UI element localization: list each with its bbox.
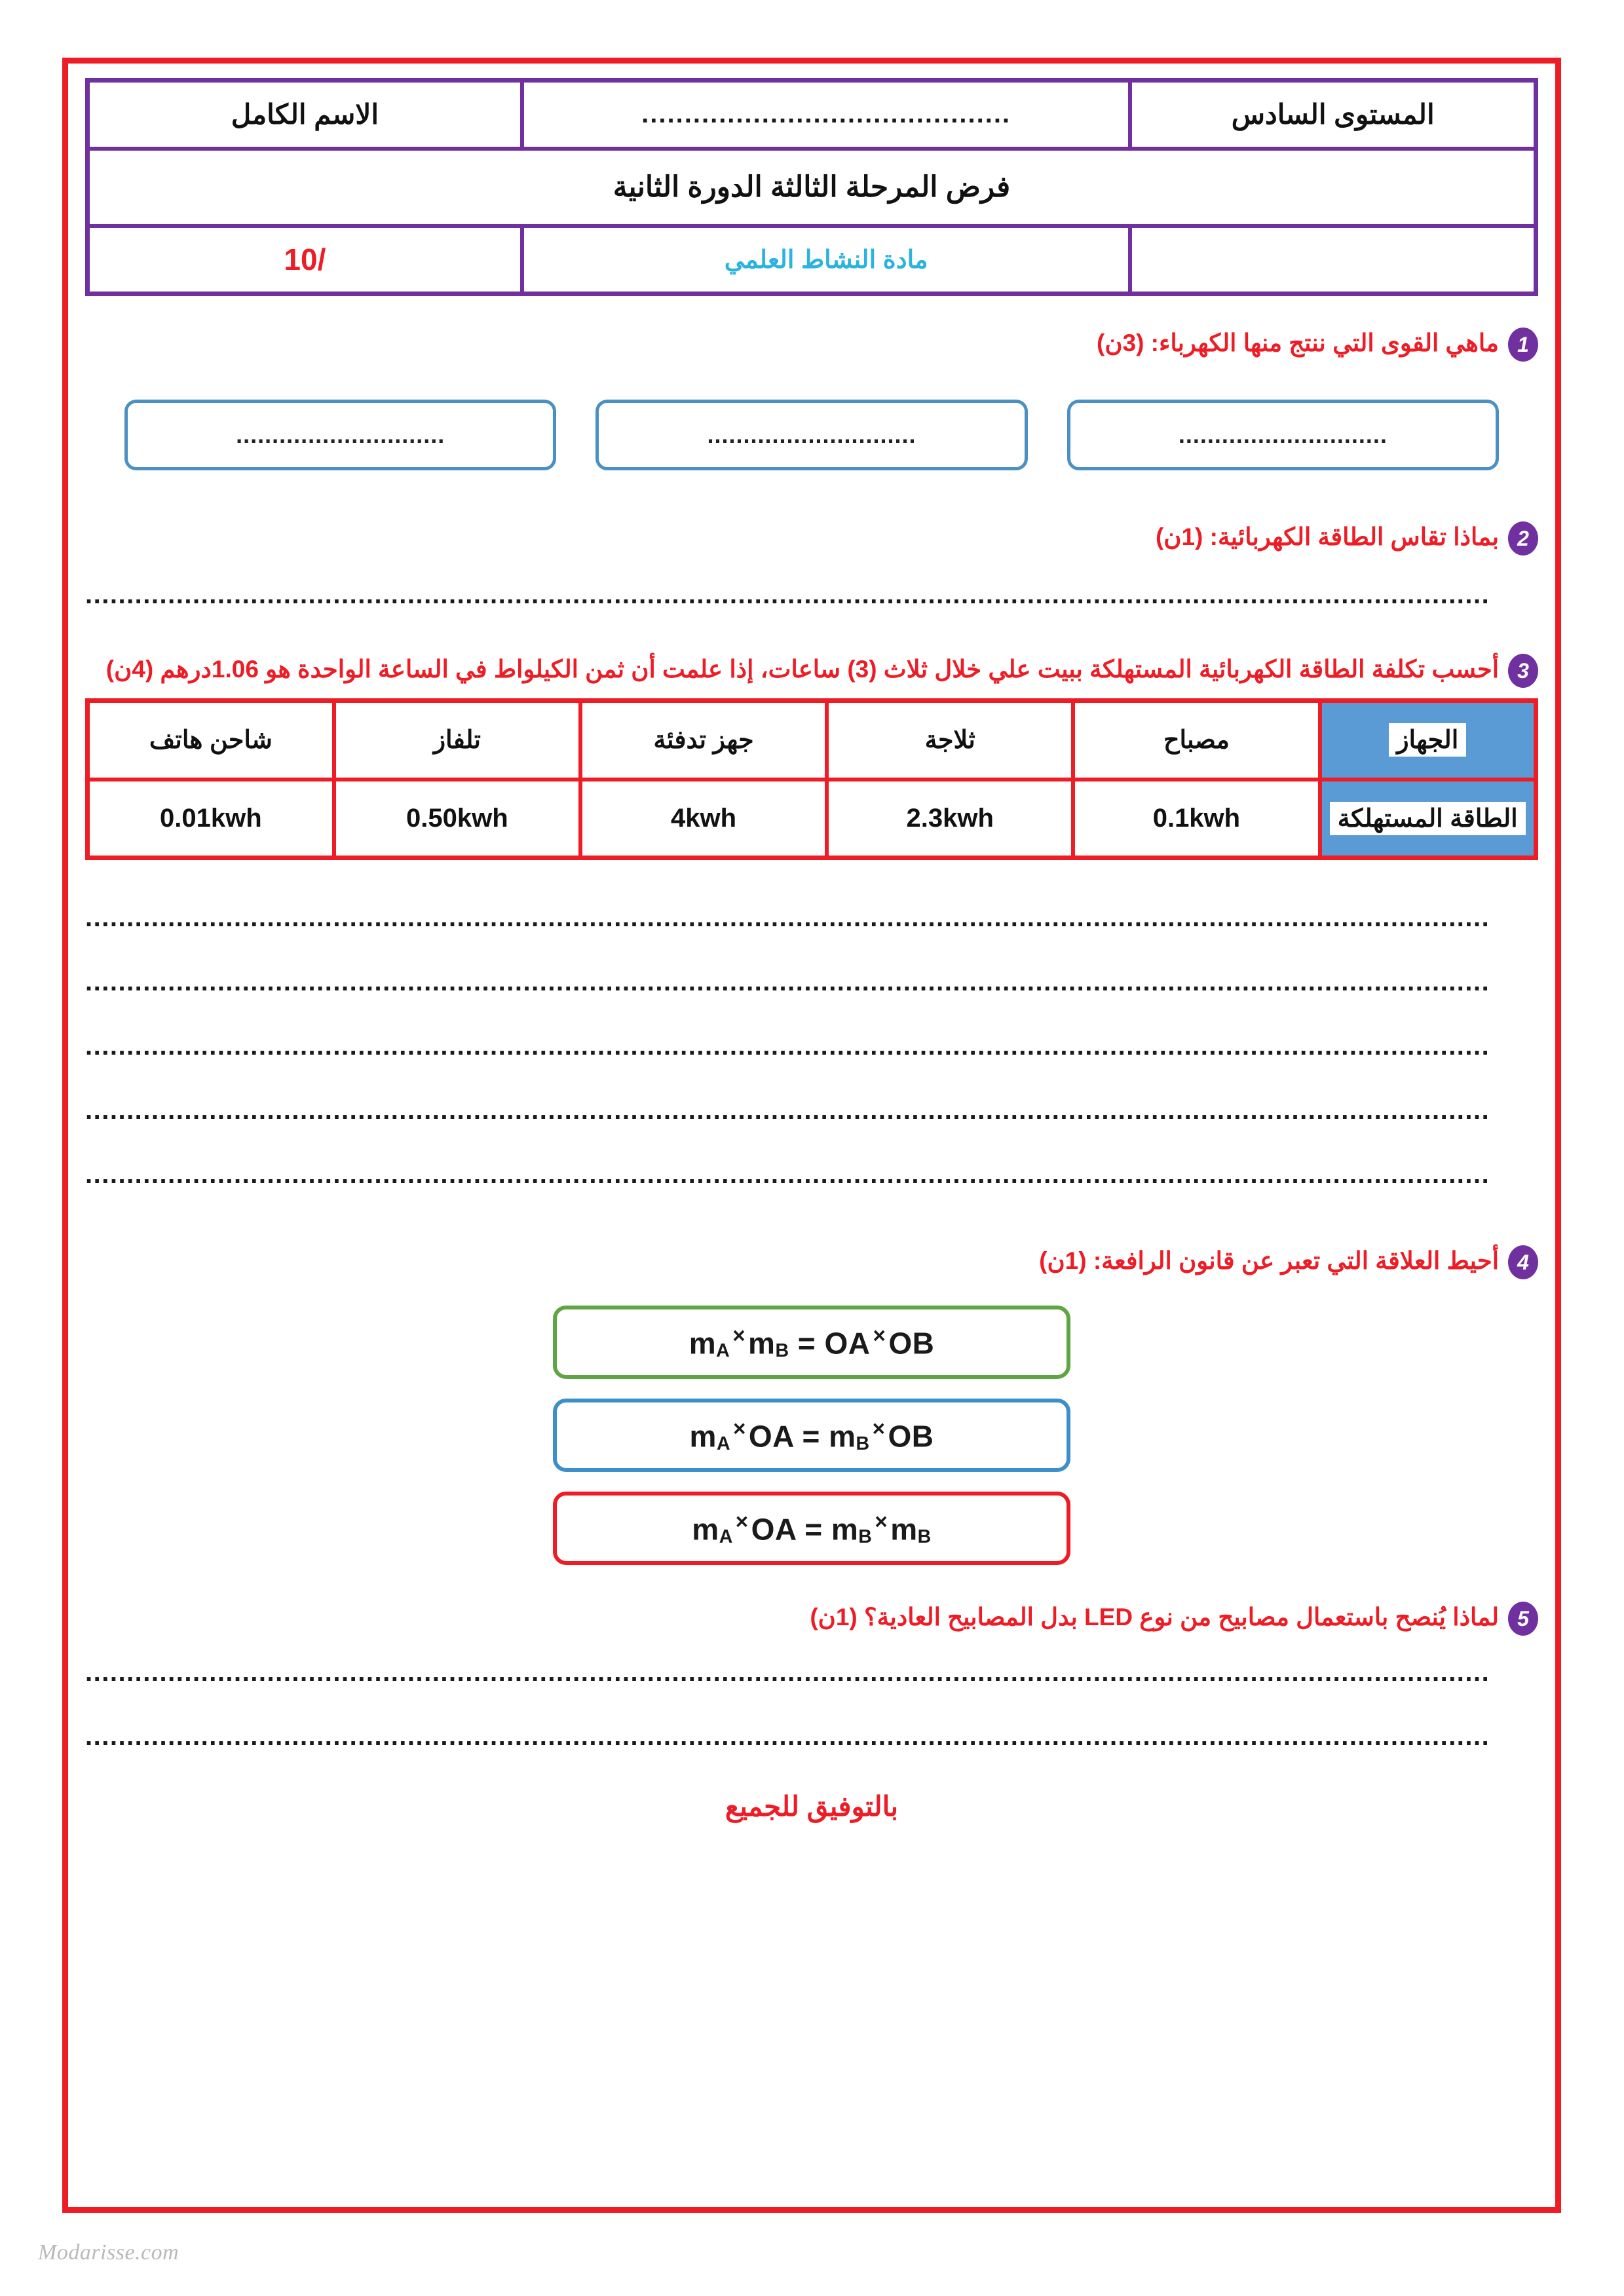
question-text-4: أحيط العلاقة التي تعبر عن قانون الرافعة: (1ن) — [1039, 1247, 1499, 1274]
answer-box-2-dots[interactable]: ............................. — [707, 421, 916, 448]
answer-line[interactable]: .......................................................................................................................................................................... — [85, 1097, 1490, 1123]
question-1-answer-boxes — [124, 400, 1499, 470]
table-row — [88, 780, 1536, 858]
name-input-dots[interactable]: ........................................... — [641, 100, 1011, 129]
energy-cell-2 — [827, 780, 1073, 858]
answer-line[interactable]: .......................................................................................................................................................................... — [85, 1723, 1490, 1750]
header-row-title — [88, 149, 1536, 226]
answer-box-3[interactable] — [124, 400, 556, 470]
answer-box-3-dots[interactable]: ............................. — [236, 421, 445, 448]
table-header-energy — [1320, 780, 1536, 858]
question-text-1: ماهي القوى التي ننتج منها الكهرباء: (3ن) — [1097, 329, 1499, 356]
appliance-energy-table — [85, 698, 1538, 860]
table-header-energy-label: الطاقة المستهلكة — [1330, 802, 1526, 835]
device-name-4: تلفاز — [433, 726, 481, 755]
device-cell-3 — [580, 701, 827, 780]
exam-title: فرض المرحلة الثالثة الدورة الثانية — [613, 171, 1011, 203]
student-header-table — [85, 78, 1538, 296]
answer-box-1-dots[interactable]: ............................. — [1178, 421, 1388, 448]
formula-option-2[interactable] — [553, 1399, 1070, 1472]
name-label-cell — [88, 81, 522, 149]
device-name-1: مصباح — [1163, 726, 1230, 755]
document-frame — [62, 58, 1561, 2213]
header-row-identity — [88, 81, 1536, 149]
level-cell — [1130, 81, 1536, 149]
question-5 — [85, 1599, 1538, 1636]
question-text-2: بماذا تقاس الطاقة الكهربائية: (1ن) — [1155, 523, 1499, 550]
question-text-3: أحسب تكلفة الطاقة الكهربائية المستهلكة ببيت علي خلال ثلاث (3) ساعات، إذا علمت أن ثمن الكيلواط في الساعة الواحدة هو 1.06درهم (4ن) — [105, 656, 1499, 683]
score-cell — [88, 226, 522, 294]
score-total: /10 — [284, 242, 326, 277]
document-content — [85, 78, 1538, 2192]
device-name-3: جهز تدفئة — [653, 726, 754, 755]
site-watermark: Modarisse.com — [38, 2240, 179, 2265]
table-row — [88, 701, 1536, 780]
answer-line[interactable]: .......................................................................................................................................................................... — [85, 969, 1490, 995]
device-cell-5 — [88, 701, 334, 780]
question-5-answer-area — [85, 1659, 1538, 1750]
subject-cell — [522, 226, 1131, 294]
energy-value-5: 0.01kwh — [160, 803, 262, 833]
question-2 — [85, 519, 1538, 555]
table-header-device-label: الجهاز — [1389, 723, 1466, 757]
level-value: المستوى السادس — [1231, 99, 1435, 130]
device-cell-4 — [334, 701, 580, 780]
energy-cell-1 — [1073, 780, 1319, 858]
energy-value-4: 0.50kwh — [406, 803, 508, 833]
lever-law-options — [85, 1306, 1538, 1565]
answer-line[interactable]: .......................................................................................................................................................................... — [85, 1033, 1490, 1059]
question-number-badge-1: 1 — [1508, 328, 1538, 362]
answer-box-1[interactable] — [1067, 400, 1499, 470]
question-text-5: لماذا يُنصح باستعمال مصابيح من نوع LED بدل المصابيح العادية؟ (1ن) — [810, 1604, 1499, 1630]
question-number-badge-5: 5 — [1508, 1602, 1538, 1636]
answer-box-2[interactable] — [595, 400, 1027, 470]
question-1 — [85, 325, 1538, 362]
device-name-5: شاحن هاتف — [149, 726, 273, 755]
device-cell-2 — [827, 701, 1073, 780]
energy-value-3: 4kwh — [671, 803, 737, 833]
question-number-badge-2: 2 — [1508, 521, 1538, 555]
name-input-cell[interactable] — [522, 81, 1131, 149]
question-3-answer-area — [85, 905, 1538, 1188]
answer-line[interactable]: .......................................................................................................................................................................... — [85, 905, 1490, 931]
formula-option-1[interactable] — [553, 1306, 1070, 1379]
header-row-subject — [88, 226, 1536, 294]
table-header-device — [1320, 701, 1536, 780]
energy-cell-4 — [334, 780, 580, 858]
question-4 — [85, 1243, 1538, 1279]
question-2-answer-area — [85, 582, 1538, 608]
question-number-badge-4: 4 — [1508, 1245, 1538, 1279]
name-label: الاسم الكامل — [231, 99, 379, 130]
answer-line[interactable]: .......................................................................................................................................................................... — [85, 582, 1490, 608]
energy-cell-5 — [88, 780, 334, 858]
answer-line[interactable]: .......................................................................................................................................................................... — [85, 1161, 1490, 1188]
question-3 — [85, 651, 1538, 688]
energy-cell-3 — [580, 780, 827, 858]
exam-title-cell — [88, 149, 1536, 226]
formula-option-3[interactable] — [553, 1492, 1070, 1565]
device-name-2: ثلاجة — [924, 726, 975, 755]
device-cell-1 — [1073, 701, 1319, 780]
question-number-badge-3: 3 — [1508, 654, 1538, 688]
subject-label: مادة النشاط العلمي — [724, 246, 928, 274]
energy-value-2: 2.3kwh — [906, 803, 994, 833]
formula-option-2-text: $m_A^\times OA = m_B^\times OB$ — [689, 1416, 934, 1455]
energy-value-1: 0.1kwh — [1152, 803, 1241, 833]
formula-option-1-text: $m_A^\times m_B$ = OA ×OB — [689, 1323, 935, 1362]
good-luck-message: بالتوفيق للجميع — [725, 1791, 899, 1822]
formula-option-3-text: $m_A^\times OA = m_B^\times m_B$ — [692, 1509, 932, 1548]
header-empty-cell — [1130, 226, 1536, 294]
answer-line[interactable]: .......................................................................................................................................................................... — [85, 1659, 1490, 1685]
